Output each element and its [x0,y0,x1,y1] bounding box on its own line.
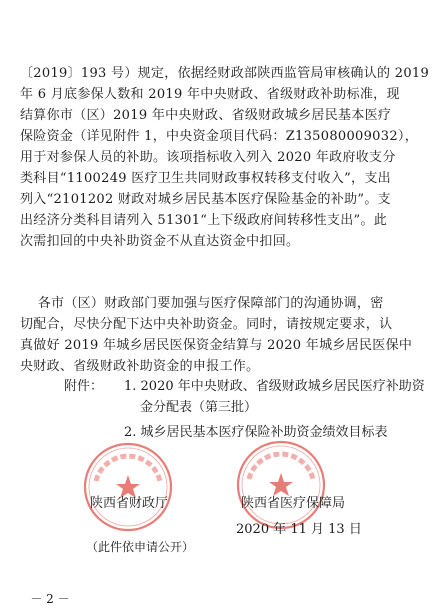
signature-org-medical-security: 陕西省医疗保障局 [241,496,346,511]
paragraph-line: 切配合，尽快分配下达中央补助资金。同时，请按规定要求，认 [20,317,393,332]
paragraph-line: 次需扣回的中央补助资金不从直达资金中扣回。 [20,234,300,249]
paragraph-line: 年 6 月底参保人数和 2019 年中央财政、省级财政补助标准，现 [20,87,400,102]
paragraph-line: 保险资金（详见附件 1，中央资金项目代码：Z135080009032）， [20,129,418,144]
paragraph-line: 类科目“1100249 医疗卫生共同财政事权转移支付收入”，支出 [20,171,391,186]
signature-org-finance: 陕西省财政厅 [90,496,169,511]
paragraph-line: 结算你市（区）2019 年中央财政、省级财政城乡居民基本医疗 [20,108,392,123]
paragraph-line: 列入“2101202 财政对城乡居民基本医疗保险基金的补助”。支 [20,192,391,207]
paragraph-line: 真做好 2019 年城乡居民医保资金结算与 2020 年城乡居民医保中 [20,338,413,353]
page-number: － 2 － [30,592,70,606]
seal-graphic [82,441,174,533]
paragraph-line: 央财政、省级财政补助资金的申报工作。 [20,359,260,374]
paragraph-line: 各市（区）财政部门要加强与医疗保障部门的沟通协调，密 [20,296,384,311]
attachments-label: 附件： [64,379,104,394]
attachment-item-2: 2. 城乡居民基本医疗保险补助资金绩效目标表 [124,425,388,440]
paragraph-line: 〔2019〕193 号）规定，依据经财政部陕西监管局审核确认的 2019 [20,66,430,81]
attachment-item-1: 1. 2020 年中央财政、省级财政城乡居民医疗补助资 [124,379,425,394]
finance-department-seal [82,441,174,533]
public-disclosure-note: （此件依申请公开） [86,540,195,554]
attachment-item-1-continued: 金分配表（第三批） [140,400,258,415]
signature-date: 2020 年 11 月 13 日 [236,522,362,537]
paragraph-line: 用于对参保人员的补助。该项指标收入列入 2020 年政府收支分 [20,150,396,165]
body-paragraph-2 [20,293,416,377]
body-paragraph-1 [20,63,430,252]
paragraph-line: 出经济分类科目请列入 51301“上下级政府间转移性支出”。此 [20,213,388,228]
